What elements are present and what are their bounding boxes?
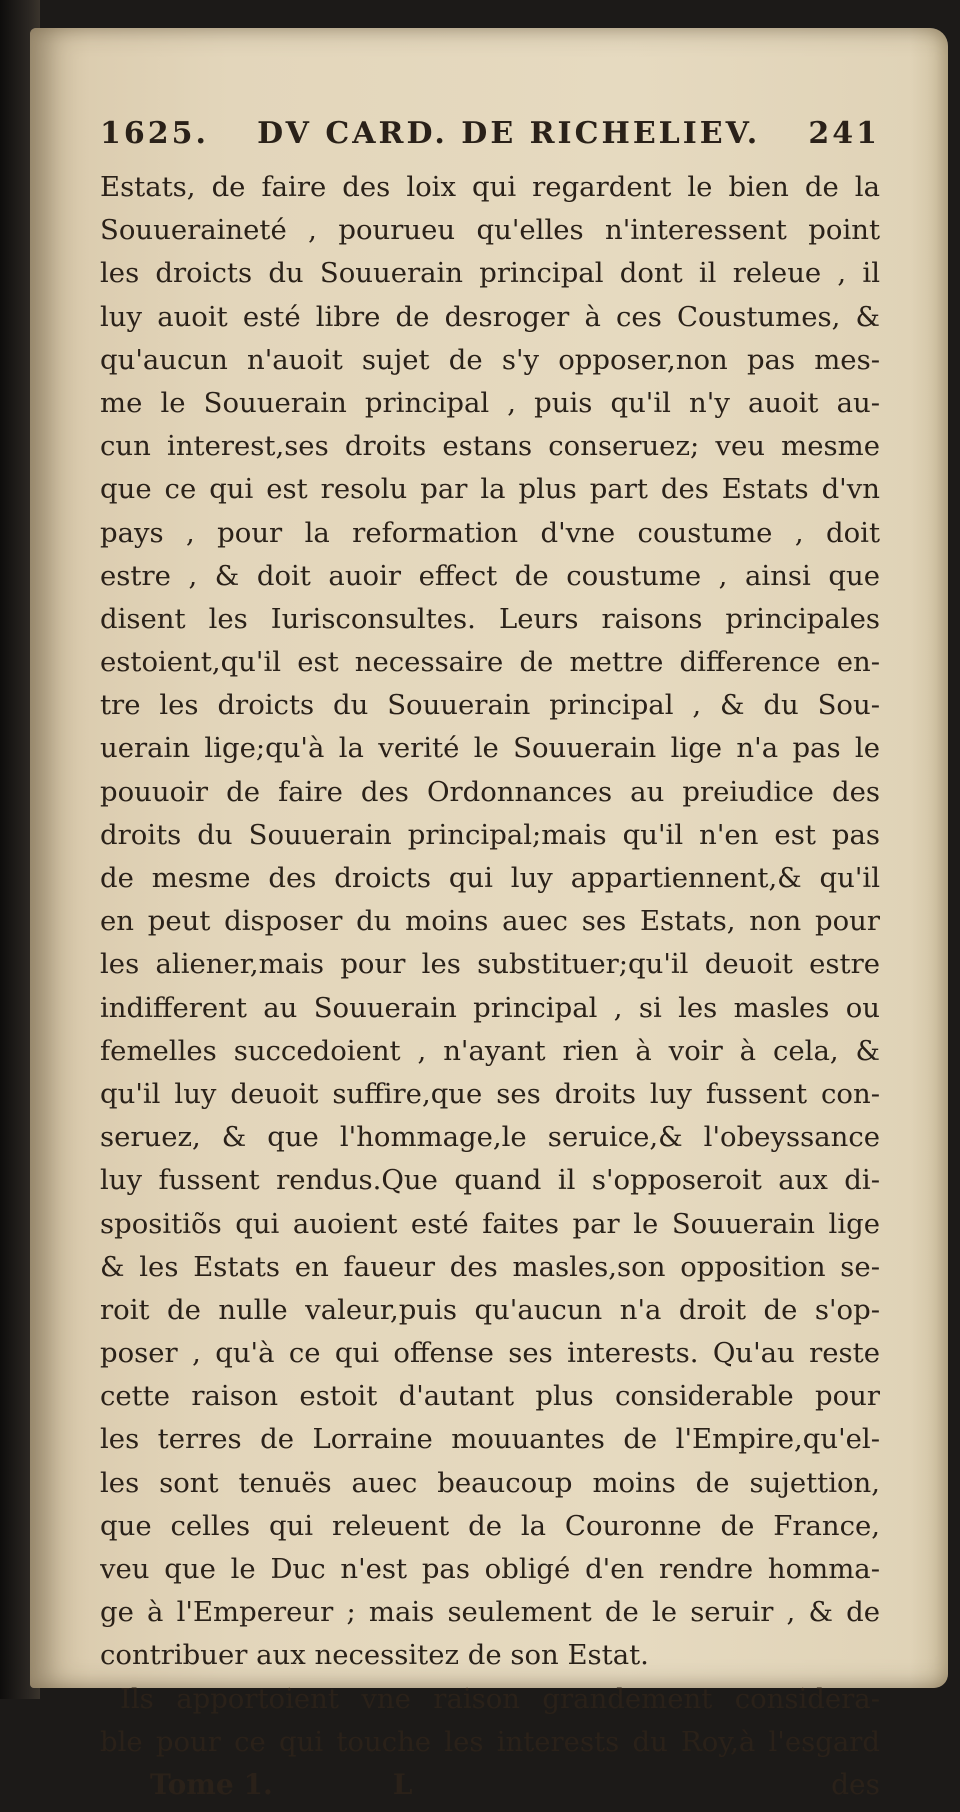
text-line: les droicts du Souuerain principal dont il releue , il — [100, 257, 880, 290]
text-line: estoient,qu'il est necessaire de mettre difference en- — [100, 646, 880, 679]
text-line: luy fussent rendus.Que quand il s'opposeroit aux di- — [100, 1164, 880, 1197]
text-line: & les Estats en faueur des masles,son opposition se- — [100, 1250, 880, 1283]
text-line: estre , & doit auoir effect de coustume , ainsi que — [100, 559, 880, 592]
text-line: qu'il luy deuoit suffire,que ses droits luy fussent con- — [100, 1077, 880, 1110]
text-line: uerain lige;qu'à la verité le Souuerain lige n'a pas le — [100, 732, 880, 765]
footer-catchword: des — [831, 1767, 880, 1801]
book-page — [30, 28, 948, 1801]
text-line: luy auoit esté libre de desroger à ces Coustumes, & — [100, 300, 880, 333]
text-line: spositiõs qui auoient esté faites par le Souuerain lige — [100, 1207, 880, 1240]
text-line: Estats, de faire des loix qui regardent le bien de la — [100, 171, 880, 203]
header-running-title: DV CARD. DE RICHELIEV. — [257, 116, 761, 151]
text-line: que ce qui est resolu par la plus part des Estats d'vn — [100, 473, 880, 506]
text-line: roit de nulle valeur,puis qu'aucun n'a droit de s'op- — [100, 1293, 880, 1326]
body-text — [100, 166, 880, 1764]
page-footer — [100, 1768, 880, 1812]
text-line: Souueraineté , pourueu qu'elles n'interessent point — [100, 214, 880, 247]
text-line: ble pour ce qui touche les interests du Roy,à l'esgard — [100, 1725, 880, 1758]
text-line: Ils apportoient vne raison grandement considera- — [120, 1682, 880, 1715]
page-content — [100, 116, 880, 1812]
text-line: de mesme des droicts qui luy appartiennent,& qu'il — [100, 862, 880, 894]
text-line: les sont tenuës auec beaucoup moins de sujettion, — [100, 1466, 880, 1499]
header-year: 1625. — [100, 116, 209, 151]
text-line: poser , qu'à ce qui offense ses interests. Qu'au reste — [100, 1337, 880, 1370]
text-line: femelles succedoient , n'ayant rien à voir à cela, & — [100, 1034, 880, 1067]
text-line: pays , pour la reformation d'vne coustume , doit — [100, 516, 880, 549]
text-line: veu que le Duc n'est pas obligé d'en rendre homma- — [100, 1553, 880, 1585]
text-line: les aliener,mais pour les substituer;qu'il deuoit estre — [100, 948, 880, 981]
text-line: pouuoir de faire des Ordonnances au preiudice des — [100, 775, 880, 808]
text-line: tre les droicts du Souuerain principal , & du Sou- — [100, 689, 880, 722]
text-line: contribuer aux necessitez de son Estat. — [100, 1639, 649, 1672]
footer-tome: Tome 1. — [150, 1767, 273, 1801]
text-line: que celles qui releuent de la Couronne de France, — [100, 1509, 880, 1542]
text-line: droits du Souuerain principal;mais qu'il n'en est pas — [100, 818, 880, 851]
running-head — [100, 116, 880, 164]
text-line: cun interest,ses droits estans conseruez; veu mesme — [100, 430, 880, 463]
text-line: ge à l'Empereur ; mais seulement de le seruir , & de — [100, 1596, 880, 1629]
header-page-number: 241 — [808, 116, 880, 151]
text-line: les terres de Lorraine mouuantes de l'Empire,qu'el- — [100, 1423, 880, 1456]
text-line: en peut disposer du moins auec ses Estats, non pour — [100, 905, 880, 938]
text-line: indifferent au Souuerain principal , si les masles ou — [100, 991, 880, 1024]
footer-signature-mark: L — [392, 1767, 413, 1801]
text-line: me le Souuerain principal , puis qu'il n'y auoit au- — [100, 386, 880, 419]
text-line: disent les Iurisconsultes. Leurs raisons principales — [100, 602, 880, 635]
text-line: cette raison estoit d'autant plus considerable pour — [100, 1380, 880, 1413]
text-line: qu'aucun n'auoit sujet de s'y opposer,non pas mes- — [100, 343, 880, 376]
text-line: seruez, & que l'hommage,le seruice,& l'obeyssance — [100, 1121, 880, 1154]
